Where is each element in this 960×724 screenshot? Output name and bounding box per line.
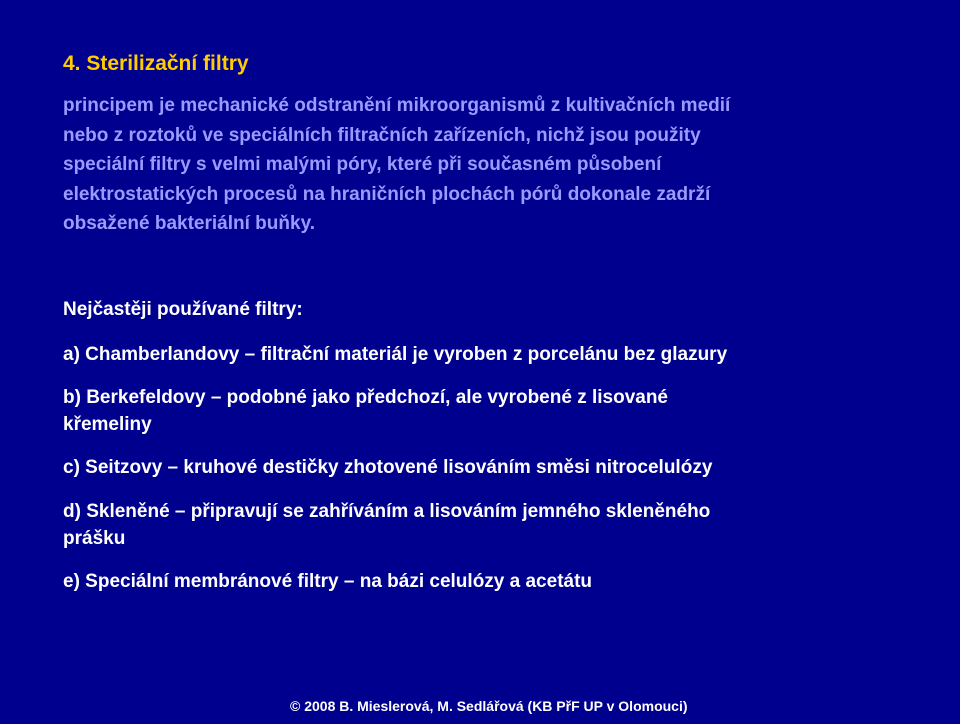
intro-line: nebo z roztoků ve speciálních filtračních zařízeních, nichž jsou použity — [63, 124, 701, 146]
list-item-line: d) Skleněné – připravují se zahříváním a lisováním jemného skleněného — [63, 501, 711, 522]
list-heading — [63, 296, 303, 323]
list-item-c — [63, 454, 712, 481]
intro-line: obsažené bakteriální buňky. — [63, 213, 316, 234]
list-item-b — [63, 384, 668, 438]
list-item-line: b) Berkefeldovy – podobné jako předchozí, ale vyrobené z lisované — [63, 387, 669, 408]
list-item-a — [63, 341, 727, 368]
list-item-d — [63, 498, 710, 552]
intro-line: speciální filtry s velmi malými póry, které při současném působení — [63, 154, 662, 175]
copyright-footer: © 2008 B. Mieslerová, M. Sedlářová (KB PřF UP v Olomouci) — [290, 698, 688, 714]
list-heading-text: Nejčastěji používané filtry: — [63, 299, 303, 320]
list-item-line: křemeliny — [63, 414, 152, 435]
list-item-e — [63, 568, 592, 595]
intro-line: elektrostatických procesů na hraničních plochách pórů dokonale zadrží — [63, 183, 711, 205]
list-item-line: c) Seitzovy – kruhové destičky zhotovené lisováním směsi nitrocelulózy — [63, 457, 713, 478]
intro-paragraph — [63, 91, 883, 239]
list-item-line: e) Speciální membránové filtry – na bázi celulózy a acetátu — [63, 571, 593, 592]
slide-title: 4. Sterilizační filtry — [63, 52, 249, 75]
list-item-line: a) Chamberlandovy – filtrační materiál je vyroben z porcelánu bez glazury — [63, 344, 728, 365]
list-item-line: prášku — [63, 528, 126, 549]
intro-line: principem je mechanické odstranění mikroorganismů z kultivačních medií — [63, 95, 731, 116]
